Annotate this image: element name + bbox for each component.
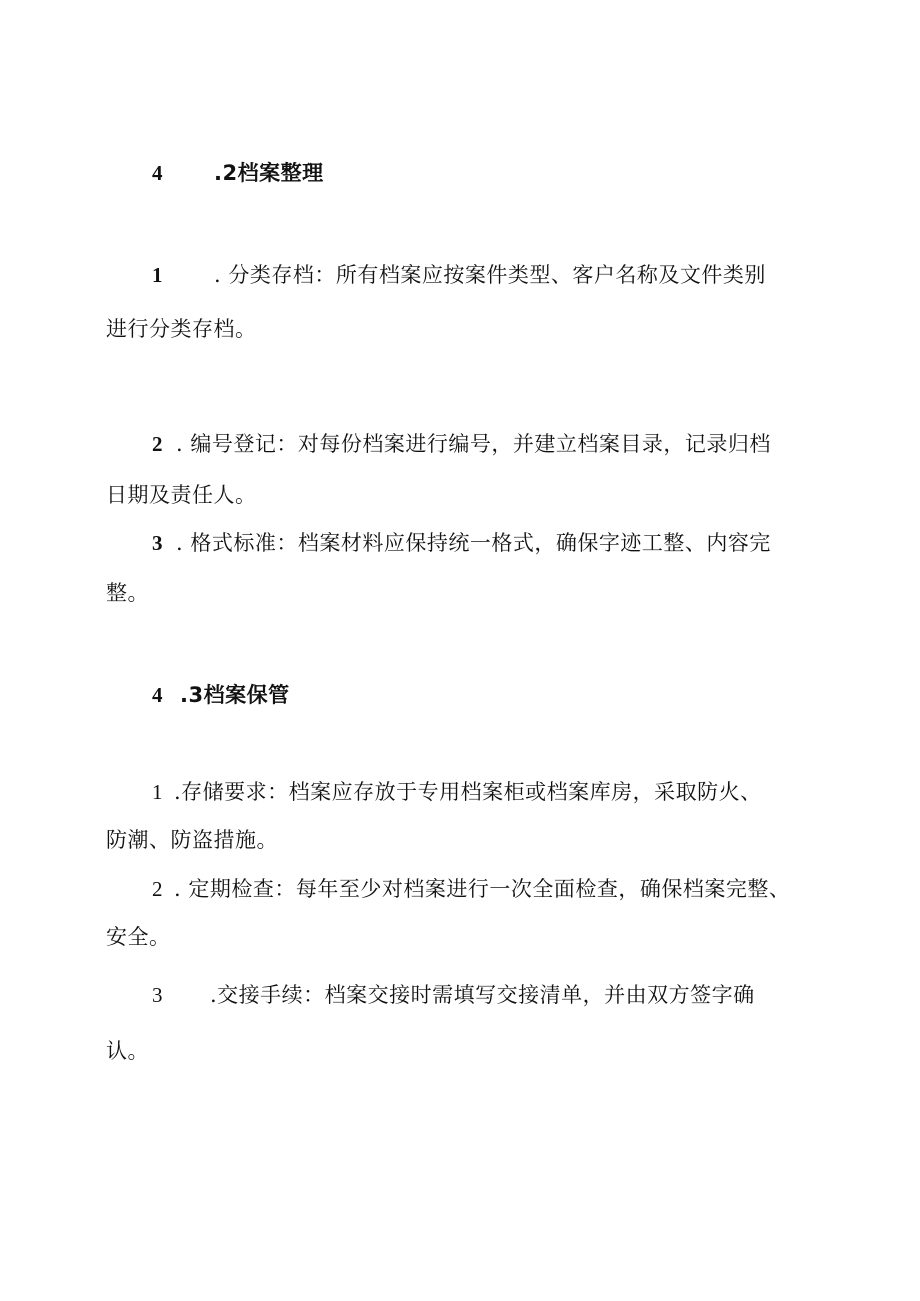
- item-text: . 分类存档：所有档案应按案件类型、客户名称及文件类别: [214, 263, 766, 287]
- list-item-continuation: 日期及责任人。: [106, 483, 257, 507]
- list-item-line: [152, 429, 771, 459]
- section-number: 4: [152, 683, 163, 707]
- list-item-continuation: 认。: [106, 1039, 149, 1063]
- item-number: 2: [152, 877, 163, 901]
- item-text: . 编号登记：对每份档案进行编号，并建立档案目录，记录归档: [176, 432, 771, 456]
- item-text: . 格式标准：档案材料应保持统一格式，确保字迹工整、内容完: [176, 531, 771, 555]
- list-item-continuation: 进行分类存档。: [106, 317, 257, 341]
- list-item-line: [152, 777, 762, 807]
- section-heading-4-3: [152, 680, 290, 710]
- list-item-continuation: 防潮、防盗措施。: [106, 828, 278, 852]
- item-number: 1: [152, 263, 163, 287]
- list-item-line: [152, 260, 766, 290]
- item-number: 2: [152, 432, 163, 456]
- item-number: 3: [152, 531, 163, 555]
- section-heading-4-2: [152, 158, 324, 188]
- list-item-line: [152, 874, 790, 904]
- list-item-line: [152, 528, 771, 558]
- list-item-continuation: 整。: [106, 581, 149, 605]
- section-title: .2档案整理: [214, 161, 324, 185]
- section-number: 4: [152, 161, 163, 185]
- item-text: .存储要求：档案应存放于专用档案柜或档案库房，采取防火、: [174, 780, 762, 804]
- item-number: 1: [152, 780, 163, 804]
- item-text: . 定期检查：每年至少对档案进行一次全面检查，确保档案完整、: [174, 877, 791, 901]
- item-number: 3: [152, 983, 163, 1007]
- item-text: .交接手续：档案交接时需填写交接清单，并由双方签字确: [210, 983, 755, 1007]
- list-item-continuation: 安全。: [106, 925, 171, 949]
- section-title: .3档案保管: [180, 683, 290, 707]
- list-item-line: [152, 980, 755, 1010]
